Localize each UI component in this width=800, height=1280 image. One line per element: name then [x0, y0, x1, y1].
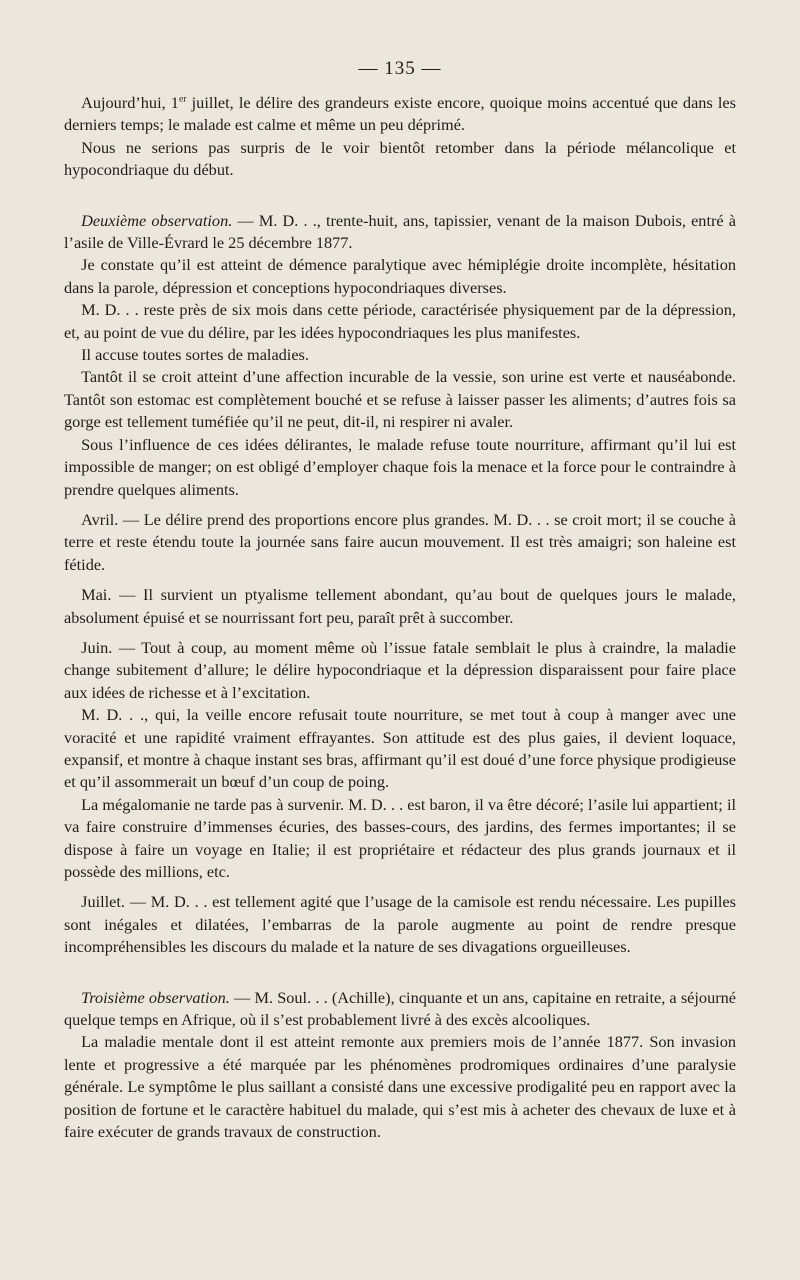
- paragraph-text: Mai. — Il survient un ptyalisme tellement abondant, qu’au bout de quelques jours le malade, absolument épuisé et se nourrissant fort peu, paraît prêt à succomber.: [64, 585, 736, 627]
- paragraph-text: — M. D. . ., trente-huit, ans, tapissier, venant de la maison Dubois, entré à l’asile de Ville-Évrard le 25 décembre 1877.: [64, 210, 736, 253]
- paragraph-16: [64, 1031, 736, 1143]
- paragraph-text: La mégalomanie ne tarde pas à survenir. M. D. . . est baron, il va être décoré; l’asile lui appartient; il va faire construire d’immenses écuries, des basses-cours, des jardins, des fermes importantes; il se dispose à faire un voyage en Italie; il est propriétaire et rédacteur des plus grands journaux et il possède des millions, etc.: [64, 794, 736, 881]
- paragraph-2: [64, 137, 736, 182]
- paragraph-text: M. D. . ., qui, la veille encore refusait toute nourriture, se met tout à coup à manger avec une voracité et une rapidité vraiment effrayantes. Son attitude est des plus gaies, il devient loquace, expansif, et montre à chaque instant ses bras, affirmant qu’il est doué d’une force physique prodigieuse et qu’il assommerait un bœuf d’un coup de poing.: [64, 705, 736, 792]
- paragraph-9: [64, 509, 736, 576]
- paragraph-text: M. D. . . reste près de six mois dans cette période, caractérisée physiquement par de la dépression, et, au point de vue du délire, par les idées hypocondriaques les plus manifestes.: [64, 300, 736, 342]
- observation-heading: Deuxième observation.: [81, 210, 233, 230]
- paragraph-observation-3: [64, 987, 736, 1032]
- paragraph-text: La maladie mentale dont il est atteint remonte aux premiers mois de l’année 1877. Son invasion lente et progressive a été marquée par les phénomènes prodromiques ordinaires d’une paralysie générale. Le symptôme le plus saillant a consisté dans une excessive prodigalité peu en rapport avec la position de fortune et le caractère habituel du malade, qui s’est mis à acheter des chevaux de luxe et à faire exécuter de grands travaux de construction.: [64, 1032, 736, 1142]
- paragraph-text: Il accuse toutes sortes de maladies.: [81, 345, 309, 365]
- paragraph-10: [64, 584, 736, 629]
- paragraph-text: Tantôt il se croit atteint d’une affection incurable de la vessie, son urine est verte et nauséabonde. Tantôt son estomac est complètement bouché et se refuse à laisser passer les aliments; d’autres fois sa gorge est tellement tuméfiée qu’il ne peut, dit-il, ni respirer ni avaler.: [64, 367, 736, 432]
- paragraph-text: Aujourd’hui, 1er juillet, le délire des grandeurs existe encore, quoique moins accentué que dans les derniers temps; le malade est calme et même un peu déprimé.: [64, 93, 736, 135]
- paragraph-6: [64, 344, 736, 366]
- observation-heading: Troisième observation.: [81, 987, 230, 1007]
- paragraph-7: [64, 366, 736, 433]
- paragraph-observation-2: [64, 210, 736, 255]
- paragraph-1: [64, 92, 736, 137]
- paragraph-text: Juillet. — M. D. . . est tellement agité que l’usage de la camisole est rendu nécessaire. Les pupilles sont inégales et dilatées, l’embarras de la parole augmente au point de rendre presque incompréhensibles les discours du malade et la nature de ses divagations orgueilleuses.: [64, 892, 736, 957]
- paragraph-4: [64, 254, 736, 299]
- paragraph-14: [64, 891, 736, 958]
- paragraph-text: Nous ne serions pas surpris de le voir bientôt retomber dans la période mélancolique et hypocondriaque du début.: [64, 137, 736, 180]
- page-number: — 135 —: [358, 58, 442, 79]
- paragraph-text: Juin. — Tout à coup, au moment même où l’issue fatale semblait le plus à craindre, la maladie change subitement d’allure; le délire hypocondriaque et la dépression disparaissent pour faire place aux idées de richesse et à l’excitation.: [64, 637, 736, 702]
- paragraph-13: [64, 794, 736, 884]
- paragraph-5: [64, 299, 736, 344]
- paragraph-text: Avril. — Le délire prend des proportions encore plus grandes. M. D. . . se croit mort; il se couche à terre et reste étendu toute la journée sans faire aucun mouvement. Il est très amaigri; son haleine est fétide.: [64, 509, 736, 574]
- paragraph-8: [64, 434, 736, 501]
- paragraph-text: Sous l’influence de ces idées délirantes, le malade refuse toute nourriture, affirmant qu’il lui est impossible de manger; on est obligé d’employer chaque fois la menace et la force pour le contraindre à prendre quelques aliments.: [64, 434, 736, 499]
- paragraph-text: — M. Soul. . . (Achille), cinquante et un ans, capitaine en retraite, a séjourné quelque temps en Afrique, où il s’est probablement livré à des excès alcooliques.: [64, 987, 736, 1030]
- paragraph-12: [64, 704, 736, 794]
- paragraph-11: [64, 637, 736, 704]
- paragraph-text: Je constate qu’il est atteint de démence paralytique avec hémiplégie droite incomplète, hésitation dans la parole, dépression et conceptions hypocondriaques diverses.: [64, 255, 736, 297]
